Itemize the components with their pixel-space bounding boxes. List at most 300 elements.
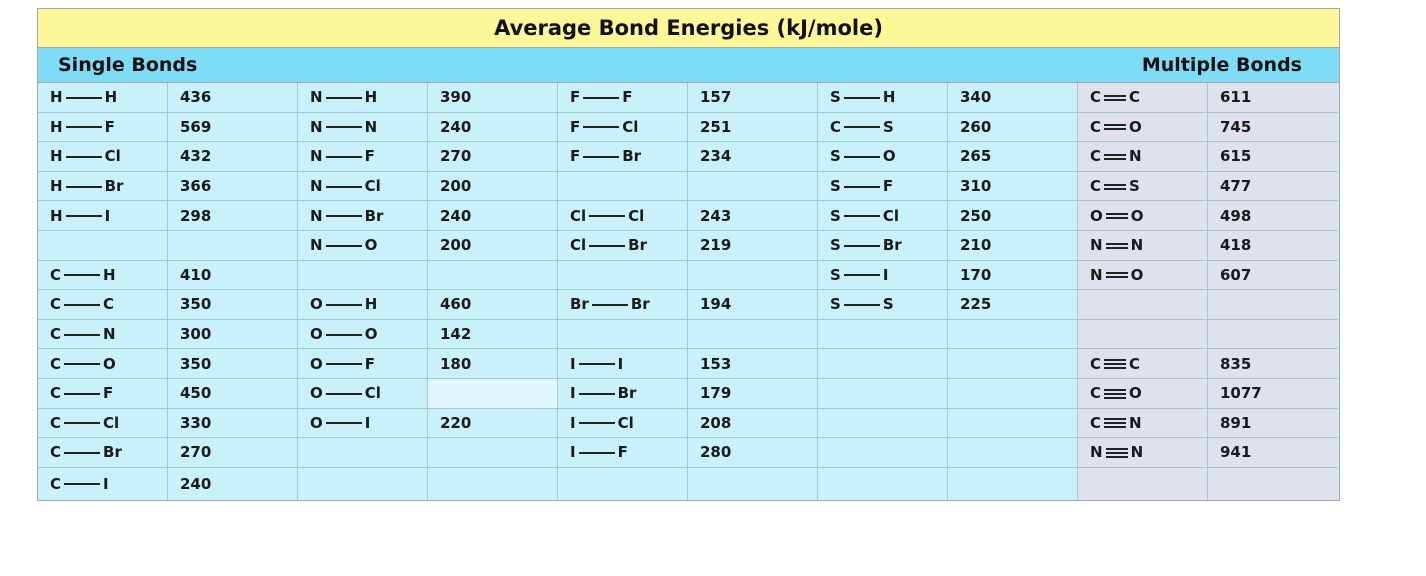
atom-symbol: S bbox=[1129, 177, 1140, 196]
atom-symbol: I bbox=[570, 354, 576, 373]
energy-value: 170 bbox=[948, 261, 1078, 291]
bond-formula bbox=[1090, 266, 1143, 284]
bond-cell bbox=[1078, 142, 1208, 172]
atom-symbol: C bbox=[50, 265, 62, 284]
bond-formula bbox=[50, 414, 119, 432]
bond-cell bbox=[298, 379, 428, 409]
bond-cell bbox=[1078, 290, 1208, 320]
subheader-row bbox=[38, 48, 1339, 83]
single-bond-line-icon bbox=[326, 210, 362, 221]
bond-formula bbox=[50, 118, 115, 136]
bond-formula bbox=[830, 207, 899, 225]
bond-cell bbox=[818, 379, 948, 409]
bond-cell bbox=[1078, 231, 1208, 261]
bond-cell bbox=[38, 142, 168, 172]
atom-symbol: Br bbox=[103, 443, 122, 462]
atom-symbol: F bbox=[617, 443, 628, 462]
triple-bond-line-icon bbox=[1104, 417, 1126, 428]
atom-symbol: F bbox=[364, 147, 375, 166]
energy-value: 251 bbox=[688, 113, 818, 143]
bond-cell bbox=[1078, 201, 1208, 231]
atom-symbol: I bbox=[104, 206, 111, 225]
single-bond-line-icon bbox=[579, 447, 615, 458]
energy-value bbox=[1208, 468, 1338, 500]
energy-value: 210 bbox=[948, 231, 1078, 261]
atom-symbol: O bbox=[310, 295, 323, 314]
atom-symbol: C bbox=[50, 384, 62, 403]
bond-grid bbox=[38, 83, 1339, 500]
energy-value: 941 bbox=[1208, 438, 1338, 468]
atom-symbol: S bbox=[830, 88, 841, 107]
bond-formula bbox=[1090, 414, 1142, 432]
bond-formula bbox=[310, 355, 375, 373]
single-bond-line-icon bbox=[64, 478, 100, 489]
energy-value: 350 bbox=[168, 290, 298, 320]
bond-cell bbox=[1078, 172, 1208, 202]
energy-value bbox=[1208, 290, 1338, 320]
atom-symbol: C bbox=[1090, 413, 1102, 432]
atom-symbol: F bbox=[622, 88, 633, 107]
single-bond-line-icon bbox=[589, 240, 625, 251]
atom-symbol: H bbox=[103, 265, 116, 284]
atom-symbol: F bbox=[570, 117, 581, 136]
atom-symbol: F bbox=[364, 354, 376, 373]
bond-formula bbox=[570, 207, 644, 225]
bond-cell bbox=[558, 409, 688, 439]
energy-value: 891 bbox=[1208, 409, 1338, 439]
bond-cell bbox=[38, 320, 168, 350]
atom-symbol: F bbox=[882, 177, 894, 196]
energy-value: 234 bbox=[688, 142, 818, 172]
bond-cell bbox=[298, 83, 428, 113]
energy-value: 219 bbox=[688, 231, 818, 261]
bond-cell bbox=[298, 409, 428, 439]
atom-symbol: C bbox=[50, 295, 62, 314]
double-bond-line-icon bbox=[1106, 210, 1128, 221]
energy-value bbox=[688, 468, 818, 500]
energy-value: 366 bbox=[168, 172, 298, 202]
bond-formula bbox=[570, 414, 634, 432]
single-bond-line-icon bbox=[844, 92, 880, 103]
energy-value bbox=[948, 379, 1078, 409]
energy-value: 240 bbox=[428, 201, 558, 231]
bond-cell bbox=[818, 349, 948, 379]
bond-formula bbox=[1090, 177, 1140, 195]
bond-cell bbox=[38, 290, 168, 320]
bond-formula bbox=[50, 266, 116, 284]
atom-symbol: I bbox=[364, 413, 371, 432]
bond-formula bbox=[1090, 355, 1140, 373]
bond-cell bbox=[38, 468, 168, 500]
atom-symbol: N bbox=[310, 236, 323, 255]
energy-value bbox=[948, 438, 1078, 468]
bond-cell bbox=[1078, 349, 1208, 379]
atom-symbol: N bbox=[310, 88, 323, 107]
energy-value: 280 bbox=[688, 438, 818, 468]
bond-cell bbox=[818, 201, 948, 231]
double-bond-line-icon bbox=[1104, 121, 1126, 132]
energy-value bbox=[948, 349, 1078, 379]
bond-cell bbox=[818, 83, 948, 113]
energy-value: 460 bbox=[428, 290, 558, 320]
atom-symbol: N bbox=[310, 117, 323, 136]
bond-cell bbox=[298, 261, 428, 291]
double-bond-line-icon bbox=[1106, 240, 1128, 251]
bond-cell bbox=[38, 113, 168, 143]
bond-cell bbox=[818, 320, 948, 350]
bond-cell bbox=[1078, 409, 1208, 439]
atom-symbol: O bbox=[1090, 206, 1103, 225]
energy-value: 153 bbox=[688, 349, 818, 379]
atom-symbol: H bbox=[364, 295, 378, 314]
atom-symbol: O bbox=[310, 413, 323, 432]
atom-symbol: Cl bbox=[570, 236, 587, 255]
bond-cell bbox=[818, 438, 948, 468]
energy-value: 300 bbox=[168, 320, 298, 350]
bond-cell bbox=[38, 438, 168, 468]
atom-symbol: Cl bbox=[882, 206, 899, 225]
energy-value: 200 bbox=[428, 231, 558, 261]
single-bond-line-icon bbox=[66, 151, 102, 162]
single-bond-line-icon bbox=[579, 417, 615, 428]
bond-cell bbox=[38, 409, 168, 439]
atom-symbol: O bbox=[364, 236, 378, 255]
atom-symbol: C bbox=[1129, 88, 1141, 107]
bond-cell bbox=[1078, 320, 1208, 350]
atom-symbol: I bbox=[570, 413, 576, 432]
bond-energy-table bbox=[37, 8, 1340, 501]
single-bond-line-icon bbox=[844, 181, 880, 192]
energy-value: 1077 bbox=[1208, 379, 1338, 409]
energy-value: 390 bbox=[428, 83, 558, 113]
bond-formula bbox=[50, 475, 109, 493]
atom-symbol: C bbox=[50, 474, 62, 493]
energy-value: 220 bbox=[428, 409, 558, 439]
energy-value bbox=[428, 379, 558, 409]
bond-formula bbox=[830, 295, 894, 313]
bond-cell bbox=[298, 438, 428, 468]
atom-symbol: O bbox=[1130, 265, 1144, 284]
single-bond-line-icon bbox=[66, 210, 102, 221]
single-bond-line-icon bbox=[326, 329, 362, 340]
bond-cell bbox=[818, 142, 948, 172]
bond-cell bbox=[1078, 261, 1208, 291]
atom-symbol: O bbox=[310, 325, 323, 344]
atom-symbol: I bbox=[570, 384, 576, 403]
single-bond-line-icon bbox=[64, 299, 100, 310]
single-bond-line-icon bbox=[64, 329, 100, 340]
single-bond-line-icon bbox=[592, 299, 628, 310]
bond-cell bbox=[818, 261, 948, 291]
energy-value: 410 bbox=[168, 261, 298, 291]
atom-symbol: S bbox=[883, 117, 894, 136]
bond-cell bbox=[298, 201, 428, 231]
bond-cell bbox=[298, 468, 428, 500]
atom-symbol: Br bbox=[364, 206, 384, 225]
energy-value bbox=[428, 468, 558, 500]
atom-symbol: N bbox=[1129, 147, 1142, 166]
bond-cell bbox=[558, 231, 688, 261]
atom-symbol: N bbox=[1130, 443, 1144, 462]
bond-cell bbox=[558, 468, 688, 500]
bond-formula bbox=[50, 295, 114, 313]
triple-bond-line-icon bbox=[1104, 388, 1126, 399]
atom-symbol: N bbox=[1090, 265, 1103, 284]
bond-cell bbox=[1078, 468, 1208, 500]
single-bond-line-icon bbox=[326, 151, 362, 162]
bond-cell bbox=[558, 290, 688, 320]
atom-symbol: Br bbox=[570, 295, 589, 314]
atom-symbol: S bbox=[830, 236, 841, 255]
bond-cell bbox=[558, 201, 688, 231]
bond-formula bbox=[50, 207, 110, 225]
atom-symbol: C bbox=[1090, 354, 1102, 373]
bond-cell bbox=[558, 83, 688, 113]
atom-symbol: Br bbox=[630, 295, 650, 314]
atom-symbol: Cl bbox=[622, 117, 639, 136]
single-bond-line-icon bbox=[64, 388, 100, 399]
energy-value: 194 bbox=[688, 290, 818, 320]
atom-symbol: C bbox=[1129, 354, 1141, 373]
single-bond-line-icon bbox=[589, 210, 625, 221]
single-bond-line-icon bbox=[844, 121, 880, 132]
single-bond-line-icon bbox=[844, 210, 880, 221]
atom-symbol: Br bbox=[104, 177, 124, 196]
single-bonds-header: Single Bonds bbox=[58, 54, 198, 76]
atom-symbol: N bbox=[310, 147, 323, 166]
atom-symbol: C bbox=[1090, 117, 1102, 136]
energy-value: 298 bbox=[168, 201, 298, 231]
bond-formula bbox=[1090, 88, 1140, 106]
bond-cell bbox=[818, 172, 948, 202]
energy-value: 265 bbox=[948, 142, 1078, 172]
atom-symbol: C bbox=[830, 117, 842, 136]
energy-value: 498 bbox=[1208, 201, 1338, 231]
bond-formula bbox=[50, 88, 117, 106]
single-bond-line-icon bbox=[583, 151, 619, 162]
bond-formula bbox=[1090, 384, 1142, 402]
atom-symbol: N bbox=[1090, 443, 1103, 462]
bond-formula bbox=[50, 177, 123, 195]
bond-cell bbox=[38, 201, 168, 231]
bond-formula bbox=[310, 414, 370, 432]
bond-cell bbox=[38, 261, 168, 291]
bond-formula bbox=[570, 384, 636, 402]
triple-bond-line-icon bbox=[1106, 447, 1128, 458]
single-bond-line-icon bbox=[579, 388, 615, 399]
bond-formula bbox=[310, 207, 383, 225]
atom-symbol: N bbox=[1129, 413, 1142, 432]
bond-formula bbox=[310, 325, 378, 343]
bond-cell bbox=[298, 113, 428, 143]
atom-symbol: I bbox=[617, 354, 624, 373]
bond-formula bbox=[310, 118, 377, 136]
bond-formula bbox=[570, 118, 638, 136]
single-bond-line-icon bbox=[64, 447, 100, 458]
atom-symbol: I bbox=[103, 474, 109, 493]
bond-cell bbox=[38, 83, 168, 113]
atom-symbol: Br bbox=[617, 384, 637, 403]
bond-cell bbox=[38, 231, 168, 261]
single-bond-line-icon bbox=[64, 358, 100, 369]
energy-value: 260 bbox=[948, 113, 1078, 143]
multiple-bonds-header: Multiple Bonds bbox=[1141, 54, 1302, 76]
bond-cell bbox=[818, 113, 948, 143]
atom-symbol: F bbox=[103, 384, 114, 403]
energy-value bbox=[688, 261, 818, 291]
bond-formula bbox=[50, 384, 113, 402]
single-bond-line-icon bbox=[844, 269, 880, 280]
single-bond-line-icon bbox=[583, 121, 619, 132]
atom-symbol: Cl bbox=[364, 177, 381, 196]
bond-cell bbox=[558, 379, 688, 409]
atom-symbol: I bbox=[570, 443, 576, 462]
bond-formula bbox=[50, 355, 116, 373]
single-bond-line-icon bbox=[326, 417, 362, 428]
bond-formula bbox=[570, 236, 647, 254]
bond-formula bbox=[830, 147, 896, 165]
atom-symbol: Br bbox=[882, 236, 902, 255]
bond-formula bbox=[830, 177, 893, 195]
atom-symbol: C bbox=[50, 443, 62, 462]
bond-formula bbox=[1090, 147, 1142, 165]
energy-value: 569 bbox=[168, 113, 298, 143]
atom-symbol: H bbox=[104, 88, 118, 107]
bond-formula bbox=[50, 443, 122, 461]
atom-symbol: F bbox=[104, 117, 115, 136]
energy-value bbox=[168, 231, 298, 261]
atom-symbol: Cl bbox=[617, 413, 634, 432]
bond-cell bbox=[298, 320, 428, 350]
bond-formula bbox=[830, 118, 894, 136]
bond-cell bbox=[558, 261, 688, 291]
bond-cell bbox=[818, 409, 948, 439]
atom-symbol: O bbox=[310, 384, 323, 403]
atom-symbol: O bbox=[1129, 117, 1142, 136]
single-bond-line-icon bbox=[326, 358, 362, 369]
atom-symbol: N bbox=[103, 325, 116, 344]
atom-symbol: C bbox=[103, 295, 115, 314]
energy-value: 240 bbox=[168, 468, 298, 500]
atom-symbol: O bbox=[1129, 384, 1142, 403]
atom-symbol: Br bbox=[622, 147, 642, 166]
energy-value: 200 bbox=[428, 172, 558, 202]
bond-formula bbox=[310, 384, 381, 402]
bond-formula bbox=[1090, 236, 1143, 254]
bond-formula bbox=[570, 443, 628, 461]
energy-value: 432 bbox=[168, 142, 298, 172]
atom-symbol: N bbox=[310, 206, 323, 225]
single-bond-line-icon bbox=[64, 417, 100, 428]
energy-value: 340 bbox=[948, 83, 1078, 113]
bond-cell bbox=[818, 468, 948, 500]
energy-value: 607 bbox=[1208, 261, 1338, 291]
energy-value: 745 bbox=[1208, 113, 1338, 143]
energy-value: 835 bbox=[1208, 349, 1338, 379]
single-bond-line-icon bbox=[326, 388, 362, 399]
bond-cell bbox=[38, 172, 168, 202]
bond-cell bbox=[1078, 438, 1208, 468]
bond-cell bbox=[558, 438, 688, 468]
table-title: Average Bond Energies (kJ/mole) bbox=[38, 9, 1339, 48]
atom-symbol: O bbox=[364, 325, 378, 344]
bond-formula bbox=[570, 147, 641, 165]
bond-cell bbox=[818, 231, 948, 261]
bond-cell bbox=[558, 172, 688, 202]
bond-formula bbox=[830, 236, 902, 254]
atom-symbol: N bbox=[310, 177, 323, 196]
atom-symbol: H bbox=[364, 88, 378, 107]
double-bond-line-icon bbox=[1104, 181, 1126, 192]
single-bond-line-icon bbox=[326, 121, 362, 132]
atom-symbol: H bbox=[50, 88, 63, 107]
atom-symbol: Cl bbox=[570, 206, 587, 225]
single-bond-line-icon bbox=[64, 269, 100, 280]
bond-cell bbox=[1078, 83, 1208, 113]
energy-value: 350 bbox=[168, 349, 298, 379]
single-bond-line-icon bbox=[326, 299, 362, 310]
energy-value: 179 bbox=[688, 379, 818, 409]
bond-cell bbox=[1078, 113, 1208, 143]
atom-symbol: Br bbox=[628, 236, 647, 255]
atom-symbol: H bbox=[50, 147, 63, 166]
bond-cell bbox=[38, 349, 168, 379]
single-bond-line-icon bbox=[844, 151, 880, 162]
bond-cell bbox=[558, 142, 688, 172]
energy-value bbox=[948, 320, 1078, 350]
atom-symbol: Cl bbox=[628, 206, 645, 225]
bond-formula bbox=[830, 88, 895, 106]
atom-symbol: S bbox=[830, 147, 841, 166]
atom-symbol: C bbox=[50, 354, 62, 373]
bond-formula bbox=[310, 177, 381, 195]
single-bond-line-icon bbox=[66, 92, 102, 103]
energy-value: 615 bbox=[1208, 142, 1338, 172]
bond-cell bbox=[38, 379, 168, 409]
atom-symbol: H bbox=[50, 206, 63, 225]
single-bond-line-icon bbox=[326, 181, 362, 192]
energy-value: 250 bbox=[948, 201, 1078, 231]
energy-value: 450 bbox=[168, 379, 298, 409]
bond-cell bbox=[298, 349, 428, 379]
energy-value: 330 bbox=[168, 409, 298, 439]
bond-formula bbox=[1090, 118, 1142, 136]
energy-value bbox=[948, 468, 1078, 500]
double-bond-line-icon bbox=[1106, 269, 1128, 280]
atom-symbol: C bbox=[1090, 177, 1102, 196]
atom-symbol: H bbox=[50, 117, 63, 136]
energy-value: 180 bbox=[428, 349, 558, 379]
single-bond-line-icon bbox=[844, 299, 880, 310]
energy-value bbox=[428, 438, 558, 468]
energy-value: 310 bbox=[948, 172, 1078, 202]
atom-symbol: F bbox=[570, 88, 581, 107]
bond-formula bbox=[50, 147, 121, 165]
bond-cell bbox=[818, 290, 948, 320]
bond-formula bbox=[830, 266, 888, 284]
bond-formula bbox=[310, 236, 377, 254]
atom-symbol: S bbox=[830, 206, 841, 225]
atom-symbol: C bbox=[1090, 384, 1102, 403]
atom-symbol: C bbox=[1090, 147, 1102, 166]
atom-symbol: I bbox=[882, 265, 889, 284]
atom-symbol: S bbox=[830, 177, 841, 196]
single-bond-line-icon bbox=[579, 358, 615, 369]
energy-value: 243 bbox=[688, 201, 818, 231]
atom-symbol: O bbox=[103, 354, 116, 373]
atom-symbol: S bbox=[882, 295, 894, 314]
atom-symbol: O bbox=[882, 147, 896, 166]
